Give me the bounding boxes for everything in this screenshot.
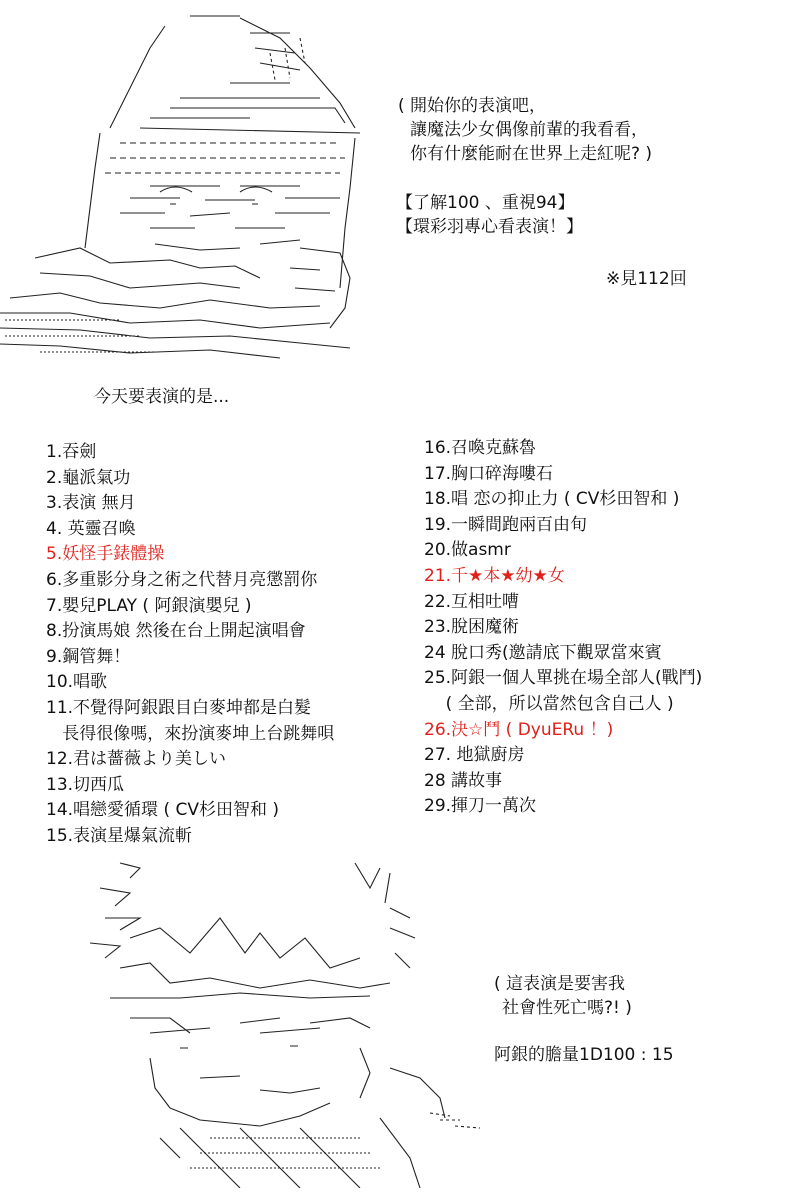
right-option-item: 18.唱 恋の抑止力 ( CV杉田智和 ) bbox=[424, 489, 680, 510]
performance-prompt: 今天要表演的是... bbox=[94, 387, 230, 407]
left-option-item: 10.唱歌 bbox=[46, 672, 108, 693]
left-option-item-highlighted: 5.妖怪手錶體操 bbox=[46, 544, 165, 565]
right-option-item: 29.揮刀一萬次 bbox=[424, 796, 537, 817]
left-option-item: 13.切西瓜 bbox=[46, 774, 125, 795]
left-option-item: 14.唱戀愛循環 ( CV杉田智和 ) bbox=[46, 800, 280, 821]
right-option-item: 25.阿銀一個人單挑在場全部人(戰鬥) bbox=[424, 668, 703, 689]
attention-stats: 【環彩羽專心看表演！】 bbox=[396, 217, 583, 237]
left-option-item: 15.表演星爆氣流斬 bbox=[46, 825, 193, 846]
courage-dice-roll: 阿銀的膽量1D100 : 15 bbox=[494, 1045, 674, 1065]
gintoki-ascii-art bbox=[60, 858, 480, 1188]
right-option-item: 24 脫口秀(邀請底下觀眾當來賓 bbox=[424, 642, 662, 663]
options-list-left bbox=[46, 440, 334, 850]
magical-girl-ascii-art bbox=[0, 8, 370, 363]
top-speech-line-2: 讓魔法少女偶像前輩的我看看， bbox=[410, 120, 648, 140]
right-option-item-highlighted: 21.千★本★幼★女 bbox=[424, 565, 565, 586]
left-option-item: 9.鋼管舞！ bbox=[46, 646, 131, 667]
bottom-speech-line-1: ( 這表演是要害我 bbox=[494, 974, 626, 994]
right-option-item: 17.胸口碎海嘍石 bbox=[424, 463, 554, 484]
left-option-item: 2.龜派氣功 bbox=[46, 467, 131, 488]
left-option-item: 1.吞劍 bbox=[46, 442, 97, 462]
options-list-right bbox=[424, 436, 702, 820]
right-option-item: 16.召喚克蘇魯 bbox=[424, 438, 537, 458]
right-option-item: 28 講故事 bbox=[424, 770, 503, 791]
affinity-stats: 【了解100 、重視94】 bbox=[396, 193, 575, 213]
right-option-item: 23.脫困魔術 bbox=[424, 617, 520, 638]
reference-note: ※見112回 bbox=[606, 269, 687, 289]
left-option-item: 長得很像嗎，來扮演麥坤上台跳舞唄 bbox=[46, 723, 335, 744]
left-option-item: 12.君は薔薇より美しい bbox=[46, 749, 227, 770]
left-option-item: 7.嬰兒PLAY ( 阿銀演嬰兒 ) bbox=[46, 595, 252, 616]
right-option-item: 22.互相吐嘈 bbox=[424, 591, 520, 612]
top-speech-line-1: ( 開始你的表演吧， bbox=[398, 96, 547, 116]
right-option-item: ( 全部，所以當然包含自己人 ) bbox=[424, 693, 674, 714]
left-option-item: 4. 英靈召喚 bbox=[46, 518, 136, 539]
left-option-item: 8.扮演馬娘 然後在台上開起演唱會 bbox=[46, 621, 306, 642]
top-speech-line-3: 你有什麼能耐在世界上走紅呢? ) bbox=[410, 144, 653, 164]
bottom-speech-line-2: 社會性死亡嗎?! ) bbox=[502, 998, 632, 1018]
left-option-item: 11.不覺得阿銀跟目白麥坤都是白髮 bbox=[46, 697, 312, 718]
right-option-item-highlighted: 26.決☆鬥 ( DyuERu ！) bbox=[424, 719, 614, 740]
left-option-item: 6.多重影分身之術之代替月亮懲罰你 bbox=[46, 569, 318, 590]
left-option-item: 3.表演 無月 bbox=[46, 493, 136, 514]
right-option-item: 27. 地獄廚房 bbox=[424, 745, 525, 766]
right-option-item: 20.做asmr bbox=[424, 540, 511, 561]
right-option-item: 19.一瞬間跑兩百由旬 bbox=[424, 514, 588, 535]
